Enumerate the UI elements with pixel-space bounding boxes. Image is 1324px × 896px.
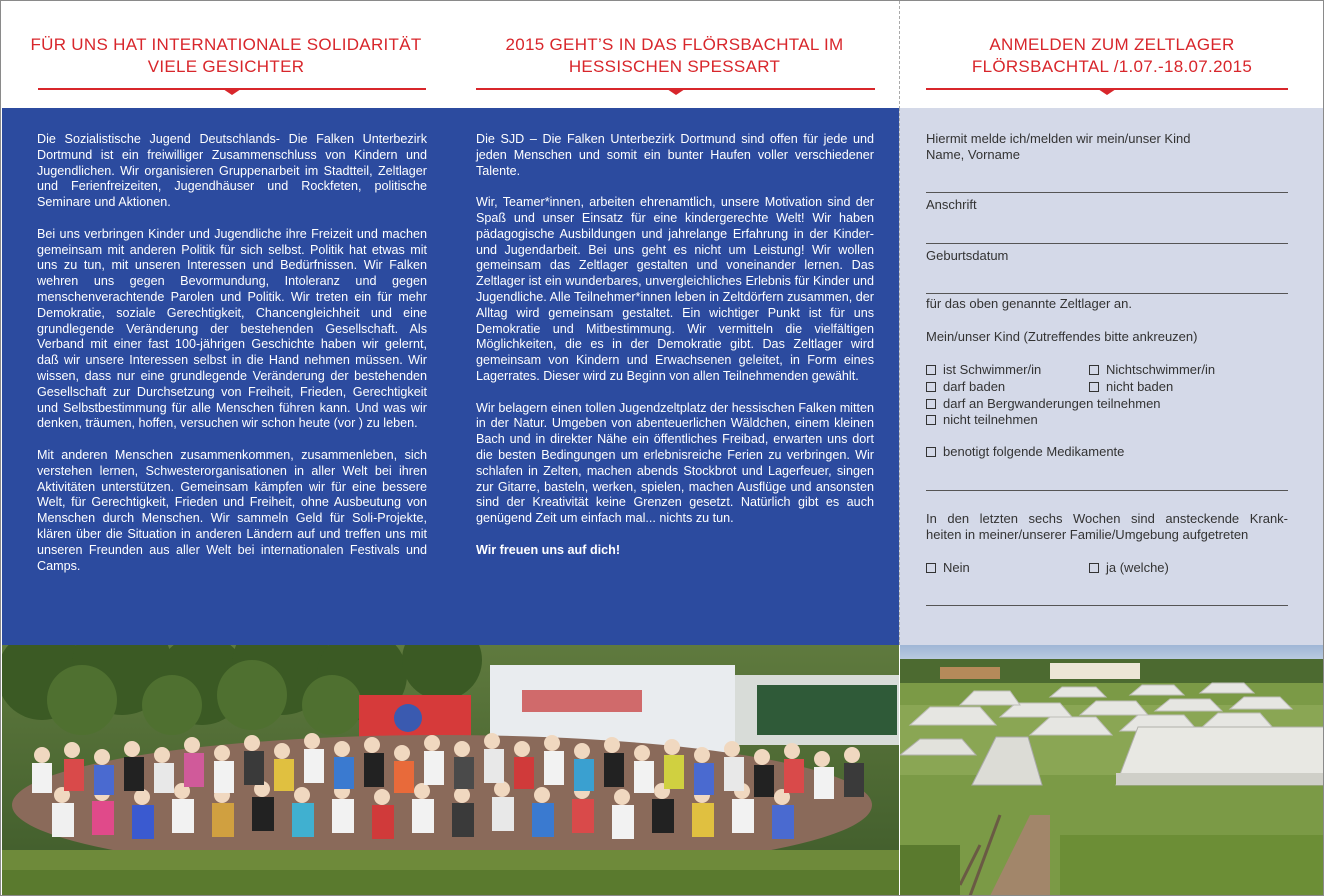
checkbox-icon[interactable]	[926, 382, 936, 392]
column-solidarity	[37, 132, 427, 590]
paragraph: Wir belagern einen tollen Jugendzeltplatz der hessischen Falken mitten in der Natur. Umgeben von abenteuerlichen Wäldchen, einem kleinen Bach und in direkter Nähe ein öffentliches Freibad, erwarten uns dort die besten Bedingungen um erlebnisreiche Ferien zu verbringen. Wir schlafen in Zelten, machen abends Stockbrot und Lagerfeuer, singen zur Gitarre, basteln, werken, spielen, machen Ausflüge und ansonsten sind der Kreativität keine Grenzen gesetzt. Natürlich gibt es auch genügend Zeit um einfach mal... nichts zu tun.	[476, 400, 874, 526]
heading-divider-arrow	[38, 88, 426, 90]
medication-checkbox[interactable]	[926, 444, 1124, 460]
group-photo-image	[2, 645, 899, 896]
disease-no-checkbox[interactable]	[926, 560, 970, 576]
text-panel	[2, 108, 899, 645]
heading-floersbachtal-line2: HESSISCHEN SPESSART	[568, 57, 781, 76]
disease-question-line2: heiten in meiner/unserer Familie/Umgebung aufgetreten	[926, 527, 1249, 543]
column-floersbachtal	[476, 132, 874, 574]
heading-floersbachtal-line1: 2015 GEHT’S IN DAS FLÖRSBACHTAL IM	[505, 35, 844, 54]
address-field[interactable]	[926, 243, 1288, 244]
heading-divider-arrow	[476, 88, 875, 90]
checkbox-label: ja (welche)	[1106, 560, 1169, 575]
disease-question-line1: In den letzten sechs Wochen sind ansteckende Krank-	[926, 511, 1288, 526]
checkbox-icon[interactable]	[926, 447, 936, 457]
name-field-label: Name, Vorname	[926, 147, 1020, 163]
heading-floersbachtal	[450, 1, 899, 78]
heading-registration-line1: ANMELDEN ZUM ZELTLAGER	[989, 35, 1235, 54]
no-bathe-checkbox[interactable]	[1089, 379, 1173, 395]
paragraph: Wir, Teamer*innen, arbeiten ehrenamtlich, unsere Motivation sind der Spaß und unser Einsatz für eine kindergerechte Welt! Wir haben pädagogische Ausbildungen und jahrelange Erfahrung in der Kinder- und Jugendarbeit. Bei uns geht es nicht um Leistung! Wir wollen gemeinsam das Zeltlager gestalten und voneinander lernen. Das Zeltlager ist ein wunderbares, unvergleichliches Erlebnis für Kinder und Jugendliche. Alle Teilnehmer*innen leben in Zeltdörfern zusammen, der Alltag wird gemeinsam gestaltet. Ein wichtiger Punkt ist für uns Demokratie und Mitbestimmung. Wir vermitteln die vielfältigen Möglichkeiten, die es in der Demokratie gibt. Das Zeltlager wird gemeinsam von Kindern und Erwachsenen geleitet, in Form eines Lagerrates. Dieser wird zu Beginn von allen Teilnehmenden gewählt.	[476, 195, 874, 383]
checkbox-label: benotigt folgende Medikamente	[943, 444, 1125, 459]
paragraph: Mit anderen Menschen zusammenkommen, zusammenleben, sich verstehen lernen, Schwesterorganisationen in aller Welt bei ihren Aktivitäten unterstützen. Gemeinsam kämpfen wir für eine bessere Welt, für Gerechtigkeit, Frieden und Freiheit, ohne Ausbeutung von Menschen durch Menschen. Wir sammeln Geld für Soli-Projekte, klären über die Situation in anderen Ländern auf und treffen uns mit unseren Freunden aus aller Welt bei internationalen Festivals und Camps.	[37, 447, 427, 573]
heading-registration-line2: FLÖRSBACHTAL /1.07.-18.07.2015	[971, 57, 1253, 76]
registration-form	[899, 108, 1324, 645]
checkbox-icon[interactable]	[926, 563, 936, 573]
paragraph: Bei uns verbringen Kinder und Jugendliche ihre Freizeit und machen gemeinsam mit anderen Politik für sich selbst. Politik hat etwas mit uns zu tun, mit unseren Interessen und Bedürfnissen. Wir Falken wehren uns gegen Bevormundung, Intoleranz und gegen menschenverachtende Parolen und Politik. Wir treten ein für mehr Demokratie, soziale Gerechtigkeit, Chancengleichheit und eine grundlegende Veränderung der bestehenden Gesellschaft. Als Verband mit einer fast 100-jährigen Geschichte haben wir gelernt, daß wir unsere Interessen selbst in die Hand nehmen müssen. Wir wissen, dass nur eine grundlegende Veränderung der bestehenden Gesellschaft zur Durchsetzung von Freiheit, Frieden, Gerechtigkeit und Selbstbestimmung für alle Menschen führen kann. Und was wir denken, träumen, hoffen, versuchen wir schon heute (vor ) zu leben.	[37, 226, 427, 431]
checkbox-icon[interactable]	[1089, 382, 1099, 392]
heading-registration	[900, 1, 1324, 78]
checkbox-label: Nichtschwimmer/in	[1106, 362, 1216, 377]
campsite-photo	[900, 645, 1324, 896]
disease-details-field[interactable]	[926, 605, 1288, 606]
disease-question	[926, 511, 1288, 544]
checkbox-icon[interactable]	[926, 415, 936, 425]
header-floersbachtal	[450, 1, 899, 109]
form-intro-line: Hiermit melde ich/melden wir mein/unser Kind	[926, 131, 1191, 146]
heading-solidarity-line2: VIELE GESICHTER	[147, 57, 305, 76]
heading-solidarity	[2, 1, 450, 78]
camp-line-text: für das oben genannte Zeltlager an.	[926, 296, 1132, 311]
birthdate-field[interactable]	[926, 293, 1288, 294]
checkbox-icon[interactable]	[1089, 563, 1099, 573]
campsite-photo-image	[900, 645, 1324, 896]
checkbox-icon[interactable]	[926, 399, 936, 409]
child-options-heading: Mein/unser Kind (Zutreffendes bitte ankreuzen)	[926, 329, 1198, 344]
may-bathe-checkbox[interactable]	[926, 379, 1005, 395]
checkbox-label: nicht teilnehmen	[943, 412, 1038, 427]
heading-divider-arrow	[926, 88, 1288, 90]
checkbox-icon[interactable]	[926, 365, 936, 375]
header-registration	[899, 1, 1324, 109]
checkbox-icon[interactable]	[1089, 365, 1099, 375]
closing-line: Wir freuen uns auf dich!	[476, 542, 621, 557]
birthdate-field-label: Geburtsdatum	[926, 248, 1009, 263]
heading-solidarity-line1: FÜR UNS HAT INTERNATIONALE SOLIDARITÄT	[30, 35, 422, 54]
medication-field[interactable]	[926, 490, 1288, 491]
paragraph: Die Sozialistische Jugend Deutschlands- Die Falken Unterbezirk Dortmund ist ein freiwilliger Zusammenschluss von Kindern und Jugendlichen. Wir organisieren Gruppenarbeit im Stadtteil, Zeltlager und Ferienfreizeiten, Jugendhäuser und Rockfeten, politische Seminare und Aktionen.	[37, 132, 427, 210]
group-photo	[2, 645, 899, 896]
name-field[interactable]	[926, 192, 1288, 193]
header-solidarity	[2, 1, 450, 109]
paragraph: Die SJD – Die Falken Unterbezirk Dortmund sind offen für jede und jeden Menschen und somit ein bunter Haufen voller verschiedener Talente.	[476, 132, 874, 178]
checkbox-label: darf an Bergwanderungen teilnehmen	[943, 396, 1161, 411]
swimmer-checkbox[interactable]	[926, 362, 1041, 378]
hiking-checkbox[interactable]	[926, 396, 1161, 412]
checkbox-label: Nein	[943, 560, 970, 575]
disease-yes-checkbox[interactable]	[1089, 560, 1169, 576]
form-intro	[926, 131, 1190, 164]
nonswimmer-checkbox[interactable]	[1089, 362, 1215, 378]
checkbox-label: darf baden	[943, 379, 1006, 394]
checkbox-label: nicht baden	[1106, 379, 1174, 394]
address-field-label: Anschrift	[926, 197, 977, 212]
no-hiking-checkbox[interactable]	[926, 412, 1038, 428]
checkbox-label: ist Schwimmer/in	[943, 362, 1042, 377]
